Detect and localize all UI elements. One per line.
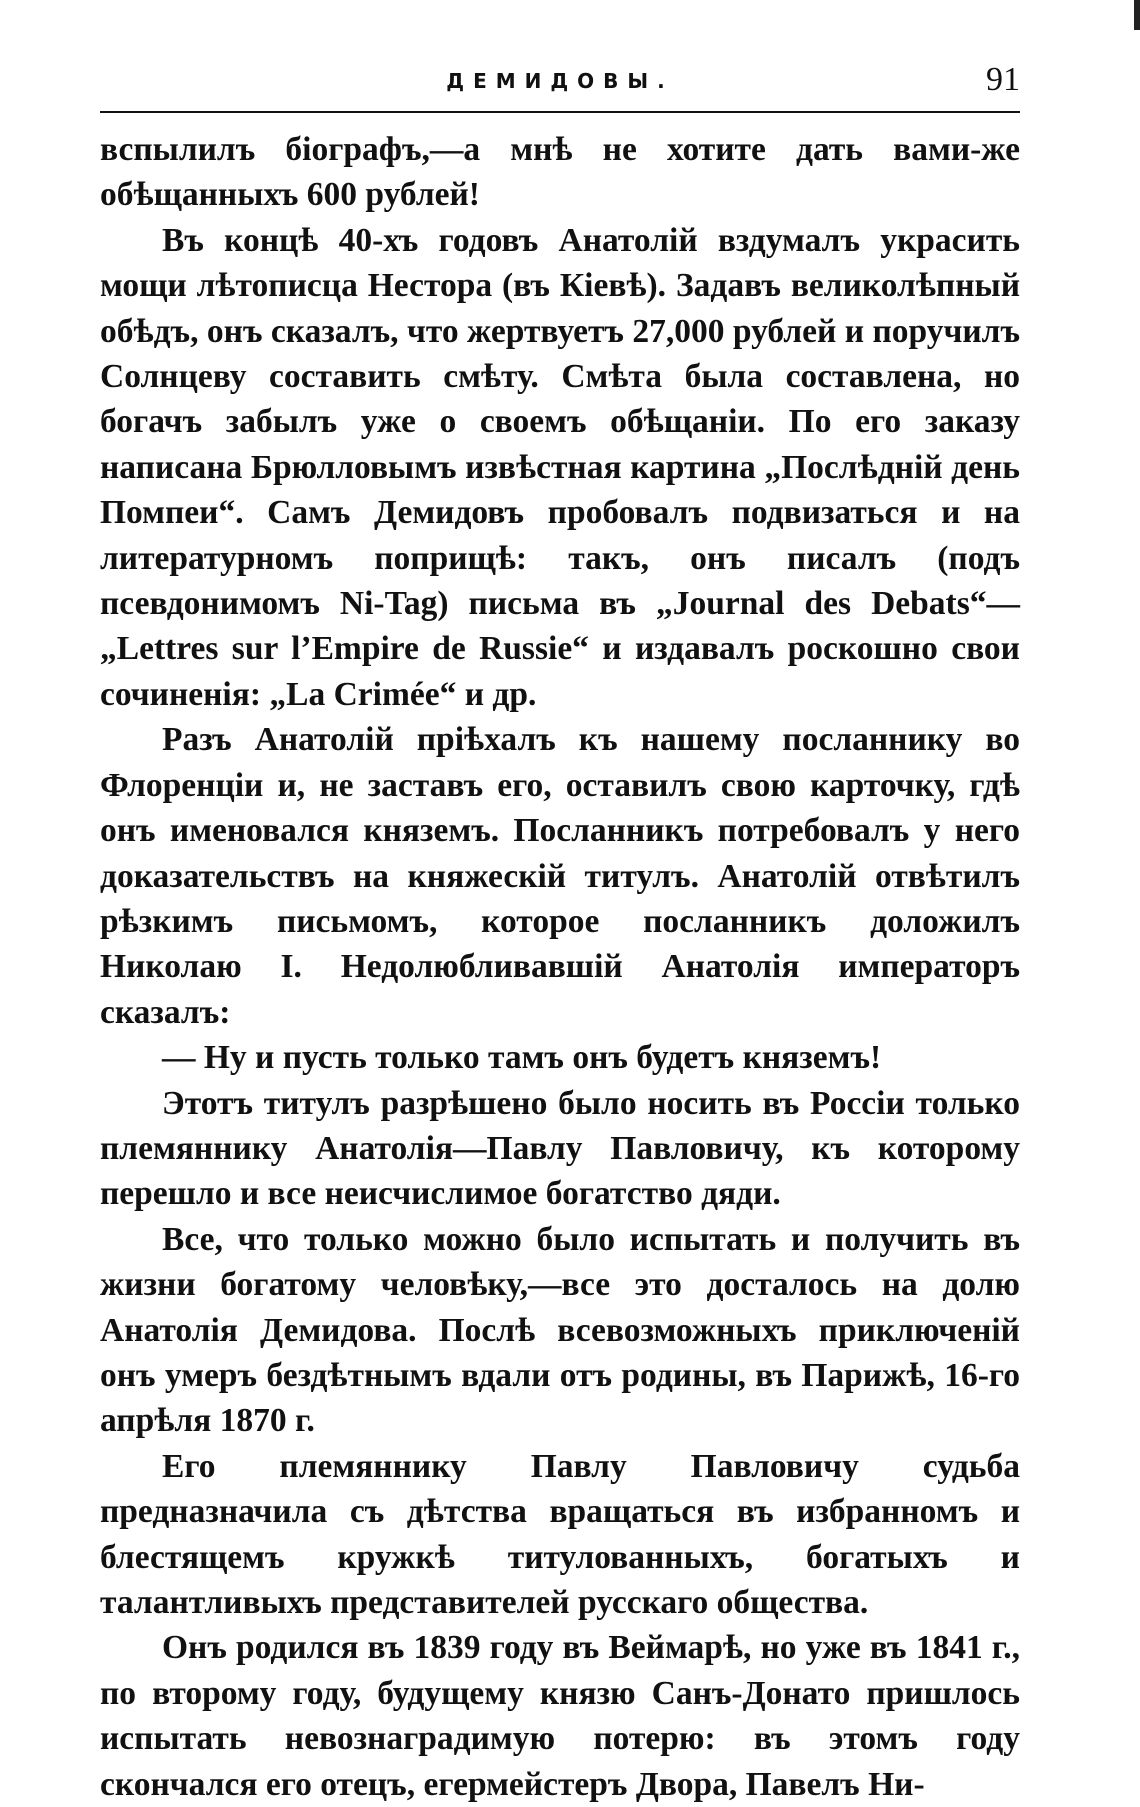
- paragraph-title-inheritance: Этотъ титулъ разрѣшено было носить въ Россіи только племяннику Анатолія—Павлу Павловичу, къ которому перешло и все неисчислимое богатство дяди.: [100, 1084, 1020, 1213]
- body-text: [100, 127, 1020, 1807]
- paragraph-continuation: вспылилъ біографъ,—а мнѣ не хотите дать вами-же обѣщанныхъ 600 рублей!: [100, 131, 1020, 214]
- paragraph-emperor-quote: — Ну и пусть только тамъ онъ будетъ княземъ!: [162, 1039, 882, 1077]
- paragraph-anatoly-death: Все, что только можно было испытать и получить въ жизни богатому человѣку,—все это досталось на долю Анатолія Демидова. Послѣ всевозможныхъ приключеній онъ умеръ бездѣтнымъ вдали отъ родины, въ Парижѣ, 16-го апрѣля 1870 г.: [100, 1220, 1020, 1440]
- running-title: ДЕМИДОВЫ.: [446, 69, 674, 93]
- running-header: [100, 55, 1020, 113]
- book-page: [100, 55, 1020, 1807]
- paragraph-pavel-childhood: Его племяннику Павлу Павловичу судьба предназначила съ дѣтства вращаться въ избранномъ и блестящемъ кружкѣ титулованныхъ, богатыхъ и талантливыхъ представителей русскаго общества.: [100, 1447, 1020, 1621]
- paragraph-nestor-relics: Въ концѣ 40-хъ годовъ Анатолій вздумалъ украсить мощи лѣтописца Нестора (въ Кіевѣ). Задавъ великолѣпный обѣдъ, онъ сказалъ, что жертвуетъ 27,000 рублей и поручилъ Солнцеву составить смѣту. Смѣта была составлена, но богачъ забылъ уже о своемъ обѣщаніи. По его заказу написана Брюлловымъ извѣстная картина „Послѣдній день Помпеи“. Самъ Демидовъ пробовалъ подвизаться и на литературномъ поприщѣ: такъ, онъ писалъ (подъ псевдонимомъ Ni-Tag) письма въ „Journal des Debats“—„Lettres sur l’Empire de Russie“ и издавалъ роскошно свои сочиненія: „La Crimée“ и др.: [100, 221, 1020, 713]
- paragraph-pavel-birth: Онъ родился въ 1839 году въ Веймарѣ, но уже въ 1841 г., по второму году, будущему князю Санъ-Донато пришлось испытать невознаградимую потерю: въ этомъ году скончался его отецъ, егермейстеръ Двора, Павелъ Ни-: [100, 1629, 1020, 1803]
- page-number: 91: [986, 61, 1020, 98]
- page-edge-shadow: [1134, 0, 1140, 30]
- paragraph-florence-envoy: Разъ Анатолій пріѣхалъ къ нашему посланнику во Флоренціи и, не заставъ его, оставилъ свою карточку, гдѣ онъ именовался княземъ. Посланникъ потребовалъ у него доказательствъ на княжескій титулъ. Анатолій отвѣтилъ рѣзкимъ письмомъ, которое посланникъ доложилъ Николаю I. Недолюбливавшій Анатолія императоръ сказалъ:: [100, 721, 1020, 1031]
